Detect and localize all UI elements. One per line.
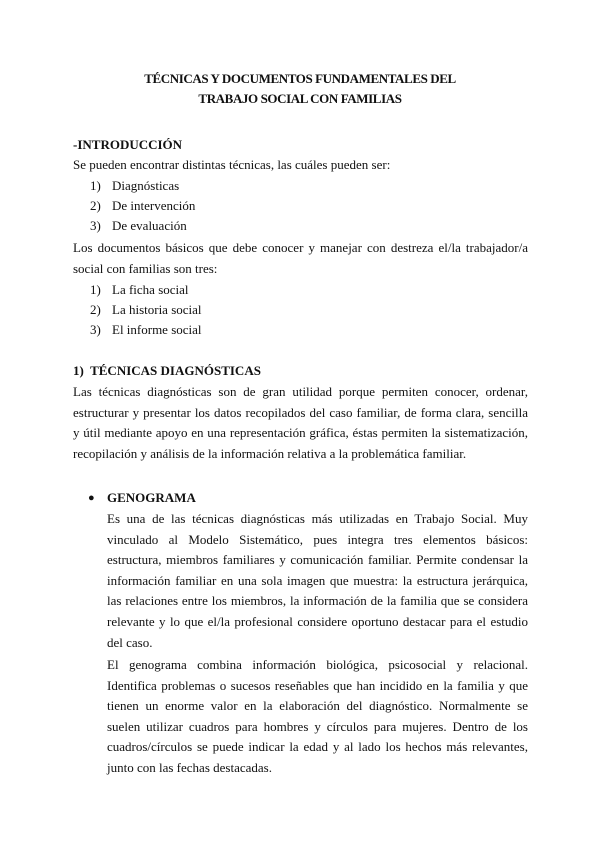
list-item (90, 280, 189, 300)
genograma-heading: GENOGRAMA (107, 490, 196, 505)
title-line-2: TRABAJO SOCIAL CON FAMILIAS (198, 91, 402, 106)
list-item (90, 216, 187, 236)
list-item-number: 2) (90, 302, 101, 317)
genograma-paragraph-2: El genograma combina información biológica, psicosocial y relacional. Identifica problemas o sucesos reseñables que han incidido en la familia y que tienen un enorme valor en la elaboración del diagnóstico. Normalmente se suelen utilizar cuadros para hombres y círculos para mujeres. Dentro de los cuadros/círculos se puede indicar la edad y al lado los hechos más relevantes, junto con las fechas destacadas. (107, 657, 528, 775)
intro-text-2: Los documentos básicos que debe conocer y manejar con destreza el/la trabajador/a social con familias son tres: (73, 240, 528, 276)
list-item (90, 300, 202, 320)
list-item-label: El informe social (112, 322, 202, 337)
list-item-label: Diagnósticas (112, 178, 180, 193)
list-item (90, 320, 202, 340)
section-text: Las técnicas diagnósticas son de gran utilidad porque permiten conocer, ordenar, estructurar y presentar los datos recopilados del caso familiar, de forma clara, sencilla y útil mediante apoyo en una representación gráfica, éstas permiten la sistematización, recopilación y análisis de la información relativa a la problemática familiar. (73, 384, 528, 461)
list-item-number: 1) (90, 178, 101, 193)
title-line-1: TÉCNICAS Y DOCUMENTOS FUNDAMENTALES DEL (144, 71, 456, 86)
section-heading: 1) TÉCNICAS DIAGNÓSTICAS (73, 363, 261, 378)
document-title (0, 69, 600, 109)
list-item-label: De intervención (112, 198, 196, 213)
intro-heading: -INTRODUCCIÓN (73, 137, 183, 152)
list-item (90, 196, 195, 216)
genograma-paragraph-1: Es una de las técnicas diagnósticas más utilizadas en Trabajo Social. Muy vinculado al Modelo Sistemático, pues integra tres elementos básicos: estructura, miembros familiares y comunicación familiar. Permite condensar la información familiar en una sola imagen que muestra: la estructura jerárquica, las relaciones entre los miembros, la información de la familia que se considera relevante y lo que el/la profesional considere oportuno destacar para el estudio del caso. (107, 511, 528, 650)
list-item-label: La ficha social (112, 282, 189, 297)
list-item (90, 176, 179, 196)
list-item-number: 3) (90, 322, 101, 337)
list-item-number: 2) (90, 198, 101, 213)
list-item-number: 1) (90, 282, 101, 297)
intro-text-1: Se pueden encontrar distintas técnicas, las cuáles pueden ser: (73, 157, 391, 172)
list-item-number: 3) (90, 218, 101, 233)
bullet-icon: ● (88, 492, 95, 504)
list-item-label: La historia social (112, 302, 202, 317)
list-item-label: De evaluación (112, 218, 187, 233)
